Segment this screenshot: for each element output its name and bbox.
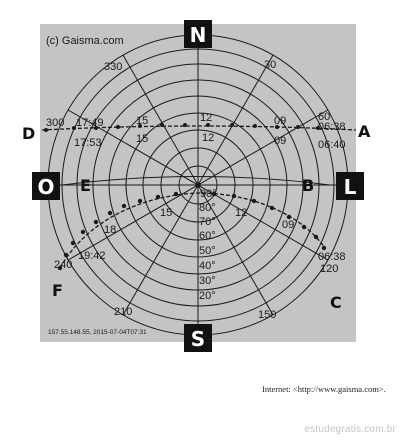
winter-hour-18: 18 bbox=[104, 224, 117, 236]
winter-hour-09: 09 bbox=[282, 219, 295, 231]
summer-hour-12-top: 12 bbox=[200, 112, 213, 124]
hour-dot bbox=[122, 204, 126, 208]
elevation-label: 30° bbox=[199, 275, 216, 287]
hour-dot bbox=[81, 230, 85, 234]
elevation-label: 60° bbox=[199, 230, 216, 242]
azimuth-label-150: 150 bbox=[258, 309, 277, 321]
elevation-label: 50° bbox=[199, 245, 216, 257]
hour-dot bbox=[252, 199, 256, 203]
azimuth-label-240: 240 bbox=[54, 259, 73, 271]
azimuth-label-120: 120 bbox=[320, 263, 339, 275]
hour-dot bbox=[108, 211, 112, 215]
letter-d: D bbox=[22, 124, 36, 143]
hour-dot bbox=[138, 199, 142, 203]
hour-dot bbox=[64, 253, 68, 257]
azimuth-label-300: 300 bbox=[46, 117, 65, 129]
sun-center-dot bbox=[196, 183, 200, 187]
winter-hour-12: 12 bbox=[235, 207, 248, 219]
hour-dot bbox=[94, 220, 98, 224]
summer-sunrise-time-alt: 06:40 bbox=[318, 139, 346, 151]
hour-dot bbox=[296, 125, 300, 129]
west-label: O bbox=[37, 175, 55, 199]
hour-dot bbox=[322, 246, 326, 250]
azimuth-label-60: 60 bbox=[318, 111, 331, 123]
hour-dot bbox=[116, 125, 120, 129]
letter-f: F bbox=[52, 281, 63, 300]
elevation-label: 80° bbox=[199, 202, 216, 214]
elevation-label: 70° bbox=[199, 216, 216, 228]
azimuth-label-30: 30 bbox=[264, 59, 277, 71]
azimuth-label-330: 330 bbox=[104, 61, 123, 73]
summer-sunset-time-alt: 17:53 bbox=[74, 137, 102, 149]
hour-dot bbox=[314, 235, 318, 239]
hour-dot bbox=[253, 124, 257, 128]
winter-hour-15: 15 bbox=[160, 207, 173, 219]
summer-hour-12-bottom: 12 bbox=[202, 132, 215, 144]
letter-a: A bbox=[358, 122, 371, 141]
hour-dot bbox=[270, 206, 274, 210]
summer-sunrise-time: 06:38 bbox=[318, 121, 346, 133]
elevation-label: 90° bbox=[200, 188, 217, 200]
north-label: N bbox=[189, 23, 207, 47]
elevation-labels bbox=[199, 188, 217, 302]
south-label: S bbox=[190, 327, 206, 351]
winter-sunset-time: 19:42 bbox=[78, 250, 106, 262]
letter-e: E bbox=[80, 176, 91, 195]
hour-dot bbox=[230, 123, 234, 127]
winter-sunrise-time: 06:38 bbox=[318, 251, 346, 263]
azimuth-label-210: 210 bbox=[114, 306, 133, 318]
east-label: L bbox=[343, 175, 357, 199]
hour-dot bbox=[156, 195, 160, 199]
letter-b: B bbox=[302, 176, 315, 195]
summer-sunset-time: 17:49 bbox=[76, 117, 104, 129]
hour-dot bbox=[302, 225, 306, 229]
hour-dot bbox=[174, 192, 178, 196]
elevation-label: 40° bbox=[199, 260, 216, 272]
summer-hour-15-top: 15 bbox=[136, 115, 149, 127]
diagram-footer: 157.55.148.55, 2015-07-04T07:31 bbox=[48, 329, 147, 336]
summer-hour-09-top: 09 bbox=[274, 115, 287, 127]
hour-dot bbox=[183, 123, 187, 127]
summer-hour-15-bottom: 15 bbox=[136, 133, 149, 145]
hour-dot bbox=[232, 194, 236, 198]
letter-c: C bbox=[330, 293, 342, 312]
summer-hour-09-bottom: 09 bbox=[274, 135, 287, 147]
copyright-text: (c) Gaisma.com bbox=[46, 35, 124, 47]
elevation-label: 20° bbox=[199, 290, 216, 302]
source-caption: Internet: <http://www.gaisma.com>. bbox=[262, 384, 386, 394]
hour-dot bbox=[71, 241, 75, 245]
site-watermark: estudegratis.com.br bbox=[304, 424, 396, 435]
hour-dot bbox=[160, 123, 164, 127]
